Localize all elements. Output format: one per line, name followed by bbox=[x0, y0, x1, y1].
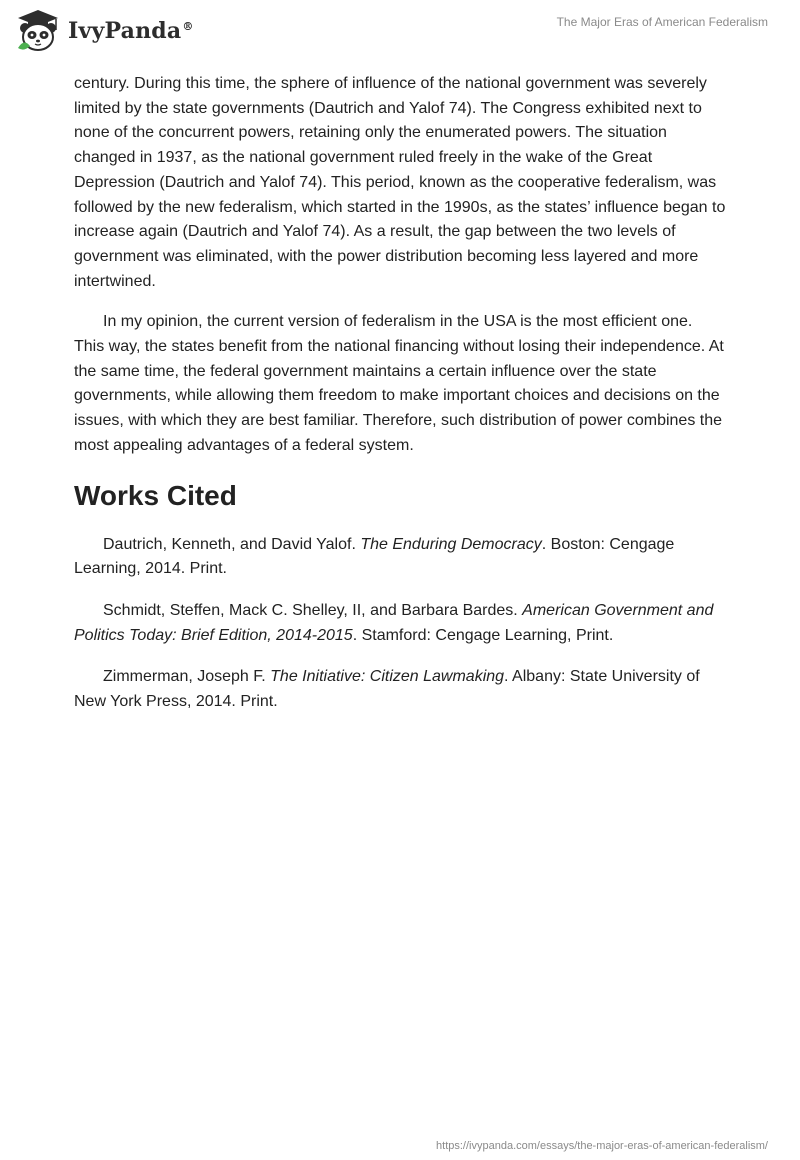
document-title: The Major Eras of American Federalism bbox=[556, 15, 768, 29]
citation-title: The Enduring Democracy bbox=[360, 535, 542, 553]
essay-content bbox=[74, 72, 726, 732]
ivypanda-logo[interactable] bbox=[14, 8, 194, 54]
citation-title: American Government and Politics Today: Brief Edition, 2014-2015 bbox=[74, 601, 714, 644]
citation-entry: Zimmerman, Joseph F. The Initiative: Citizen Lawmaking. Albany: State University of New York Press, 2014. Print. bbox=[74, 668, 700, 711]
logo-wordmark: IvyPanda® bbox=[68, 18, 194, 44]
body-paragraph: In my opinion, the current version of federalism in the USA is the most efficient one. This way, the states benefit from the national financing without losing their independence. At the same time, the federal government maintains a certain influence over the state governments, while allowing them freedom to make important choices and decisions on the issues, with which they are best familiar. Therefore, such distribution of power combines the most appealing advantages of a federal system. bbox=[74, 313, 724, 454]
source-url-link[interactable]: https://ivypanda.com/essays/the-major-eras-of-american-federalism/ bbox=[436, 1140, 768, 1152]
citation-title: The Initiative: Citizen Lawmaking bbox=[270, 668, 505, 686]
citation-entry: Schmidt, Steffen, Mack C. Shelley, II, and Barbara Bardes. American Government and Politics Today: Brief Edition, 2014-2015. Stamford: Cengage Learning, Print. bbox=[74, 601, 714, 644]
works-cited-heading: Works Cited bbox=[74, 479, 237, 511]
body-paragraph: century. During this time, the sphere of influence of the national government was severely limited by the state governments (Dautrich and Yalof 74). The Congress exhibited next to none of the concurrent powers, retaining only the enumerated powers. The situation changed in 1937, as the national government ruled freely in the wake of the Great Depression (Dautrich and Yalof 74). This period, known as the cooperative federalism, was followed by the new federalism, which started in the 1990s, as the states’ influence began to increase again (Dautrich and Yalof 74). As a result, the gap between the two levels of government was eliminated, with the power distribution becoming less layered and more intertwined. bbox=[74, 75, 726, 290]
page-header bbox=[0, 0, 800, 64]
panda-logo-icon bbox=[14, 8, 62, 54]
citation-entry: Dautrich, Kenneth, and David Yalof. The Enduring Democracy. Boston: Cengage Learning, 2014. Print. bbox=[74, 535, 675, 578]
